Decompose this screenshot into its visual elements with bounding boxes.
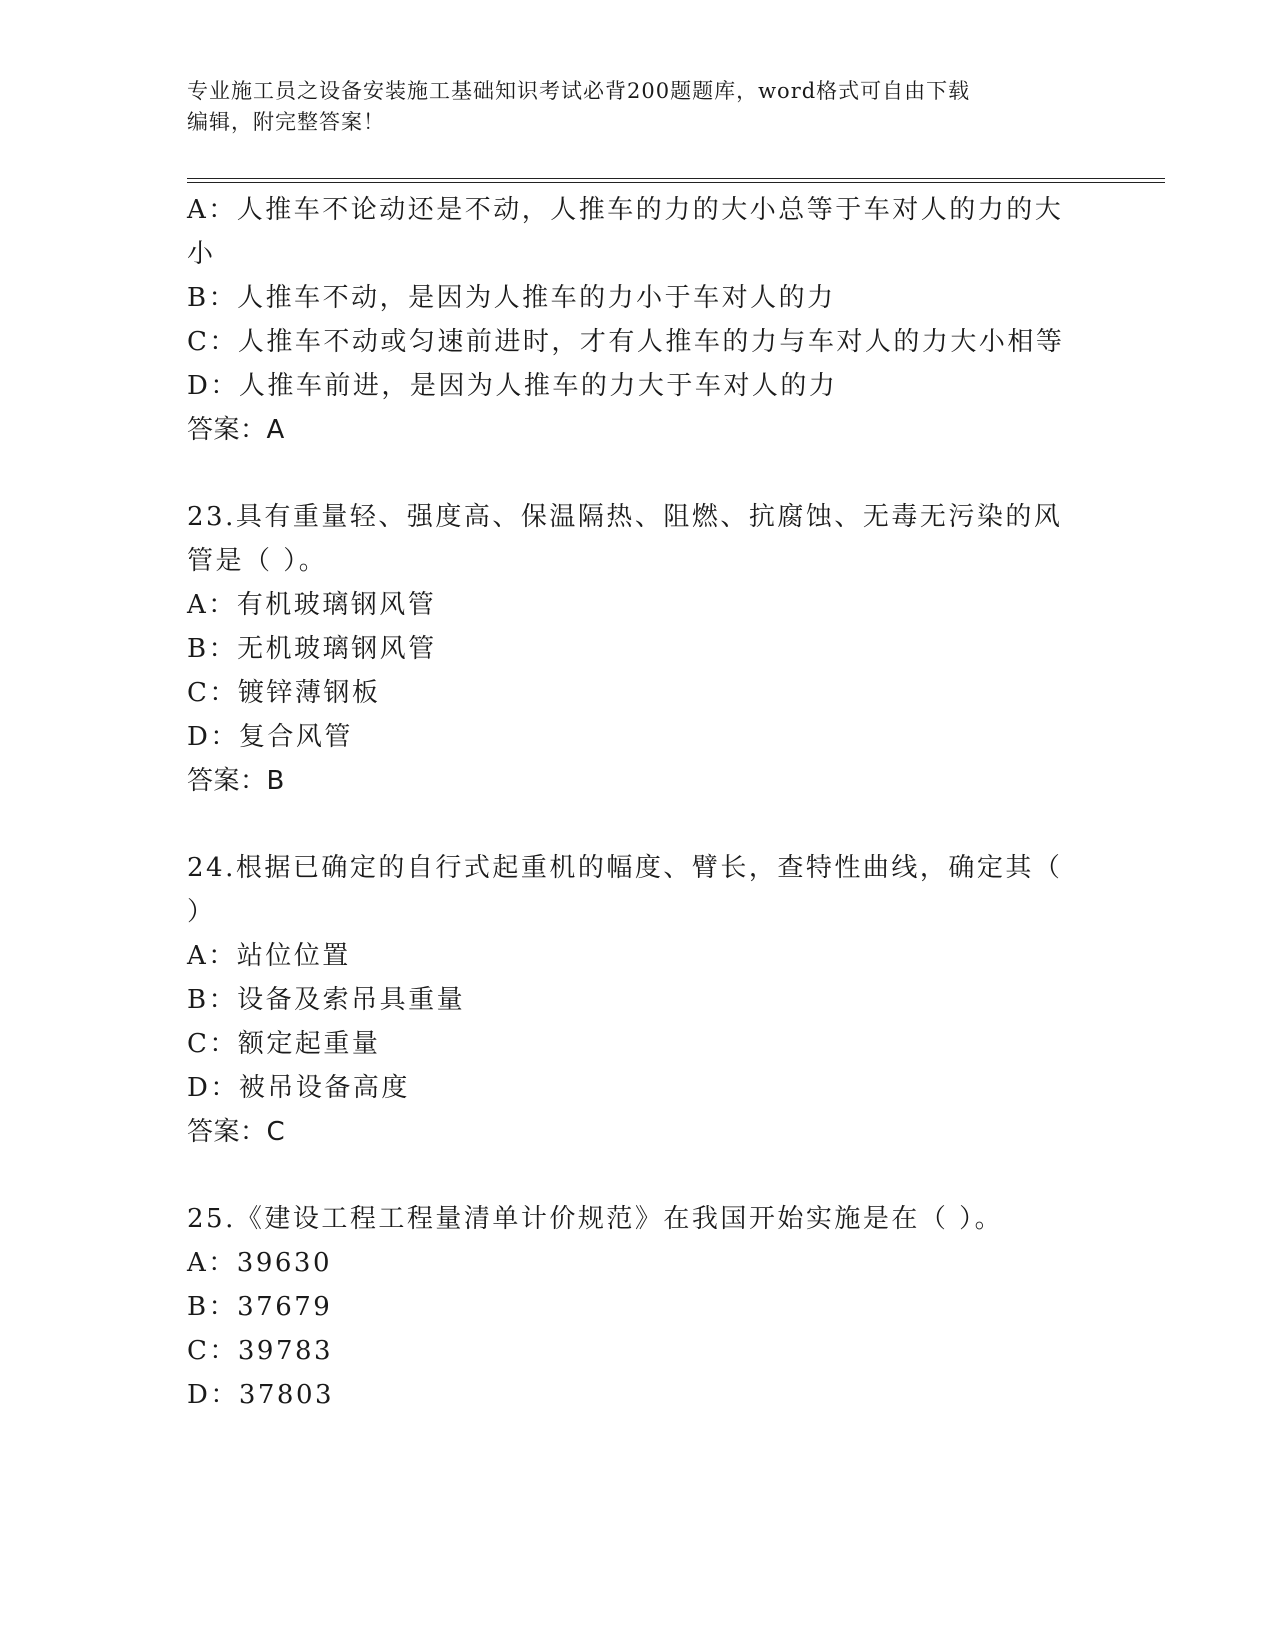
q22-option-b: B：人推车不动，是因为人推车的力小于车对人的力 (187, 283, 836, 313)
q25-option-a: A：39630 (187, 1248, 332, 1278)
header-divider-bottom (187, 182, 1165, 183)
q25-option-c: C：39783 (187, 1336, 334, 1366)
q24-option-a: A：站位位置 (187, 941, 351, 971)
q24-answer: 答案：C (187, 1117, 286, 1147)
q22-answer: 答案：A (187, 415, 285, 445)
q24-option-c: C：额定起重量 (187, 1029, 381, 1059)
document-header (187, 76, 1067, 138)
q22-option-c: C：人推车不动或匀速前进时，才有人推车的力与车对人的力大小相等 (187, 327, 1065, 357)
q22-option-a-line-1: A：人推车不论动还是不动，人推车的力的大小总等于车对人的力的大 (187, 195, 1064, 225)
q23-option-b: B：无机玻璃钢风管 (187, 634, 437, 664)
q22-option-d: D：人推车前进，是因为人推车的力大于车对人的力 (187, 371, 838, 401)
q25-option-d: D：37803 (187, 1380, 335, 1410)
header-title-line-1: 专业施工员之设备安装施工基础知识考试必背200题题库，word格式可自由下载 (187, 79, 971, 103)
q24-question-line-2: ） (187, 897, 216, 927)
q23-question-line-1: 23.具有重量轻、强度高、保温隔热、阻燃、抗腐蚀、无毒无污染的风 (187, 502, 1063, 532)
q24-option-d: D：被吊设备高度 (187, 1073, 410, 1103)
q23-answer: 答案：B (187, 766, 285, 796)
q25-option-b: B：37679 (187, 1292, 333, 1322)
q23-option-c: C：镀锌薄钢板 (187, 678, 381, 708)
q23-option-a: A：有机玻璃钢风管 (187, 590, 437, 620)
q24-option-b: B：设备及索吊具重量 (187, 985, 466, 1015)
q25-question-line-1: 25.《建设工程工程量清单计价规范》在我国开始实施是在（ ）。 (187, 1204, 1004, 1234)
q24-question-line-1: 24.根据已确定的自行式起重机的幅度、臂长，查特性曲线，确定其（ (187, 853, 1063, 883)
q23-option-d: D：复合风管 (187, 722, 353, 752)
header-divider-top (187, 178, 1165, 179)
q23-question-line-2: 管是（ ）。 (187, 546, 328, 576)
q22-option-a-line-2: 小 (187, 239, 216, 269)
header-title-line-2: 编辑，附完整答案！ (187, 110, 385, 134)
